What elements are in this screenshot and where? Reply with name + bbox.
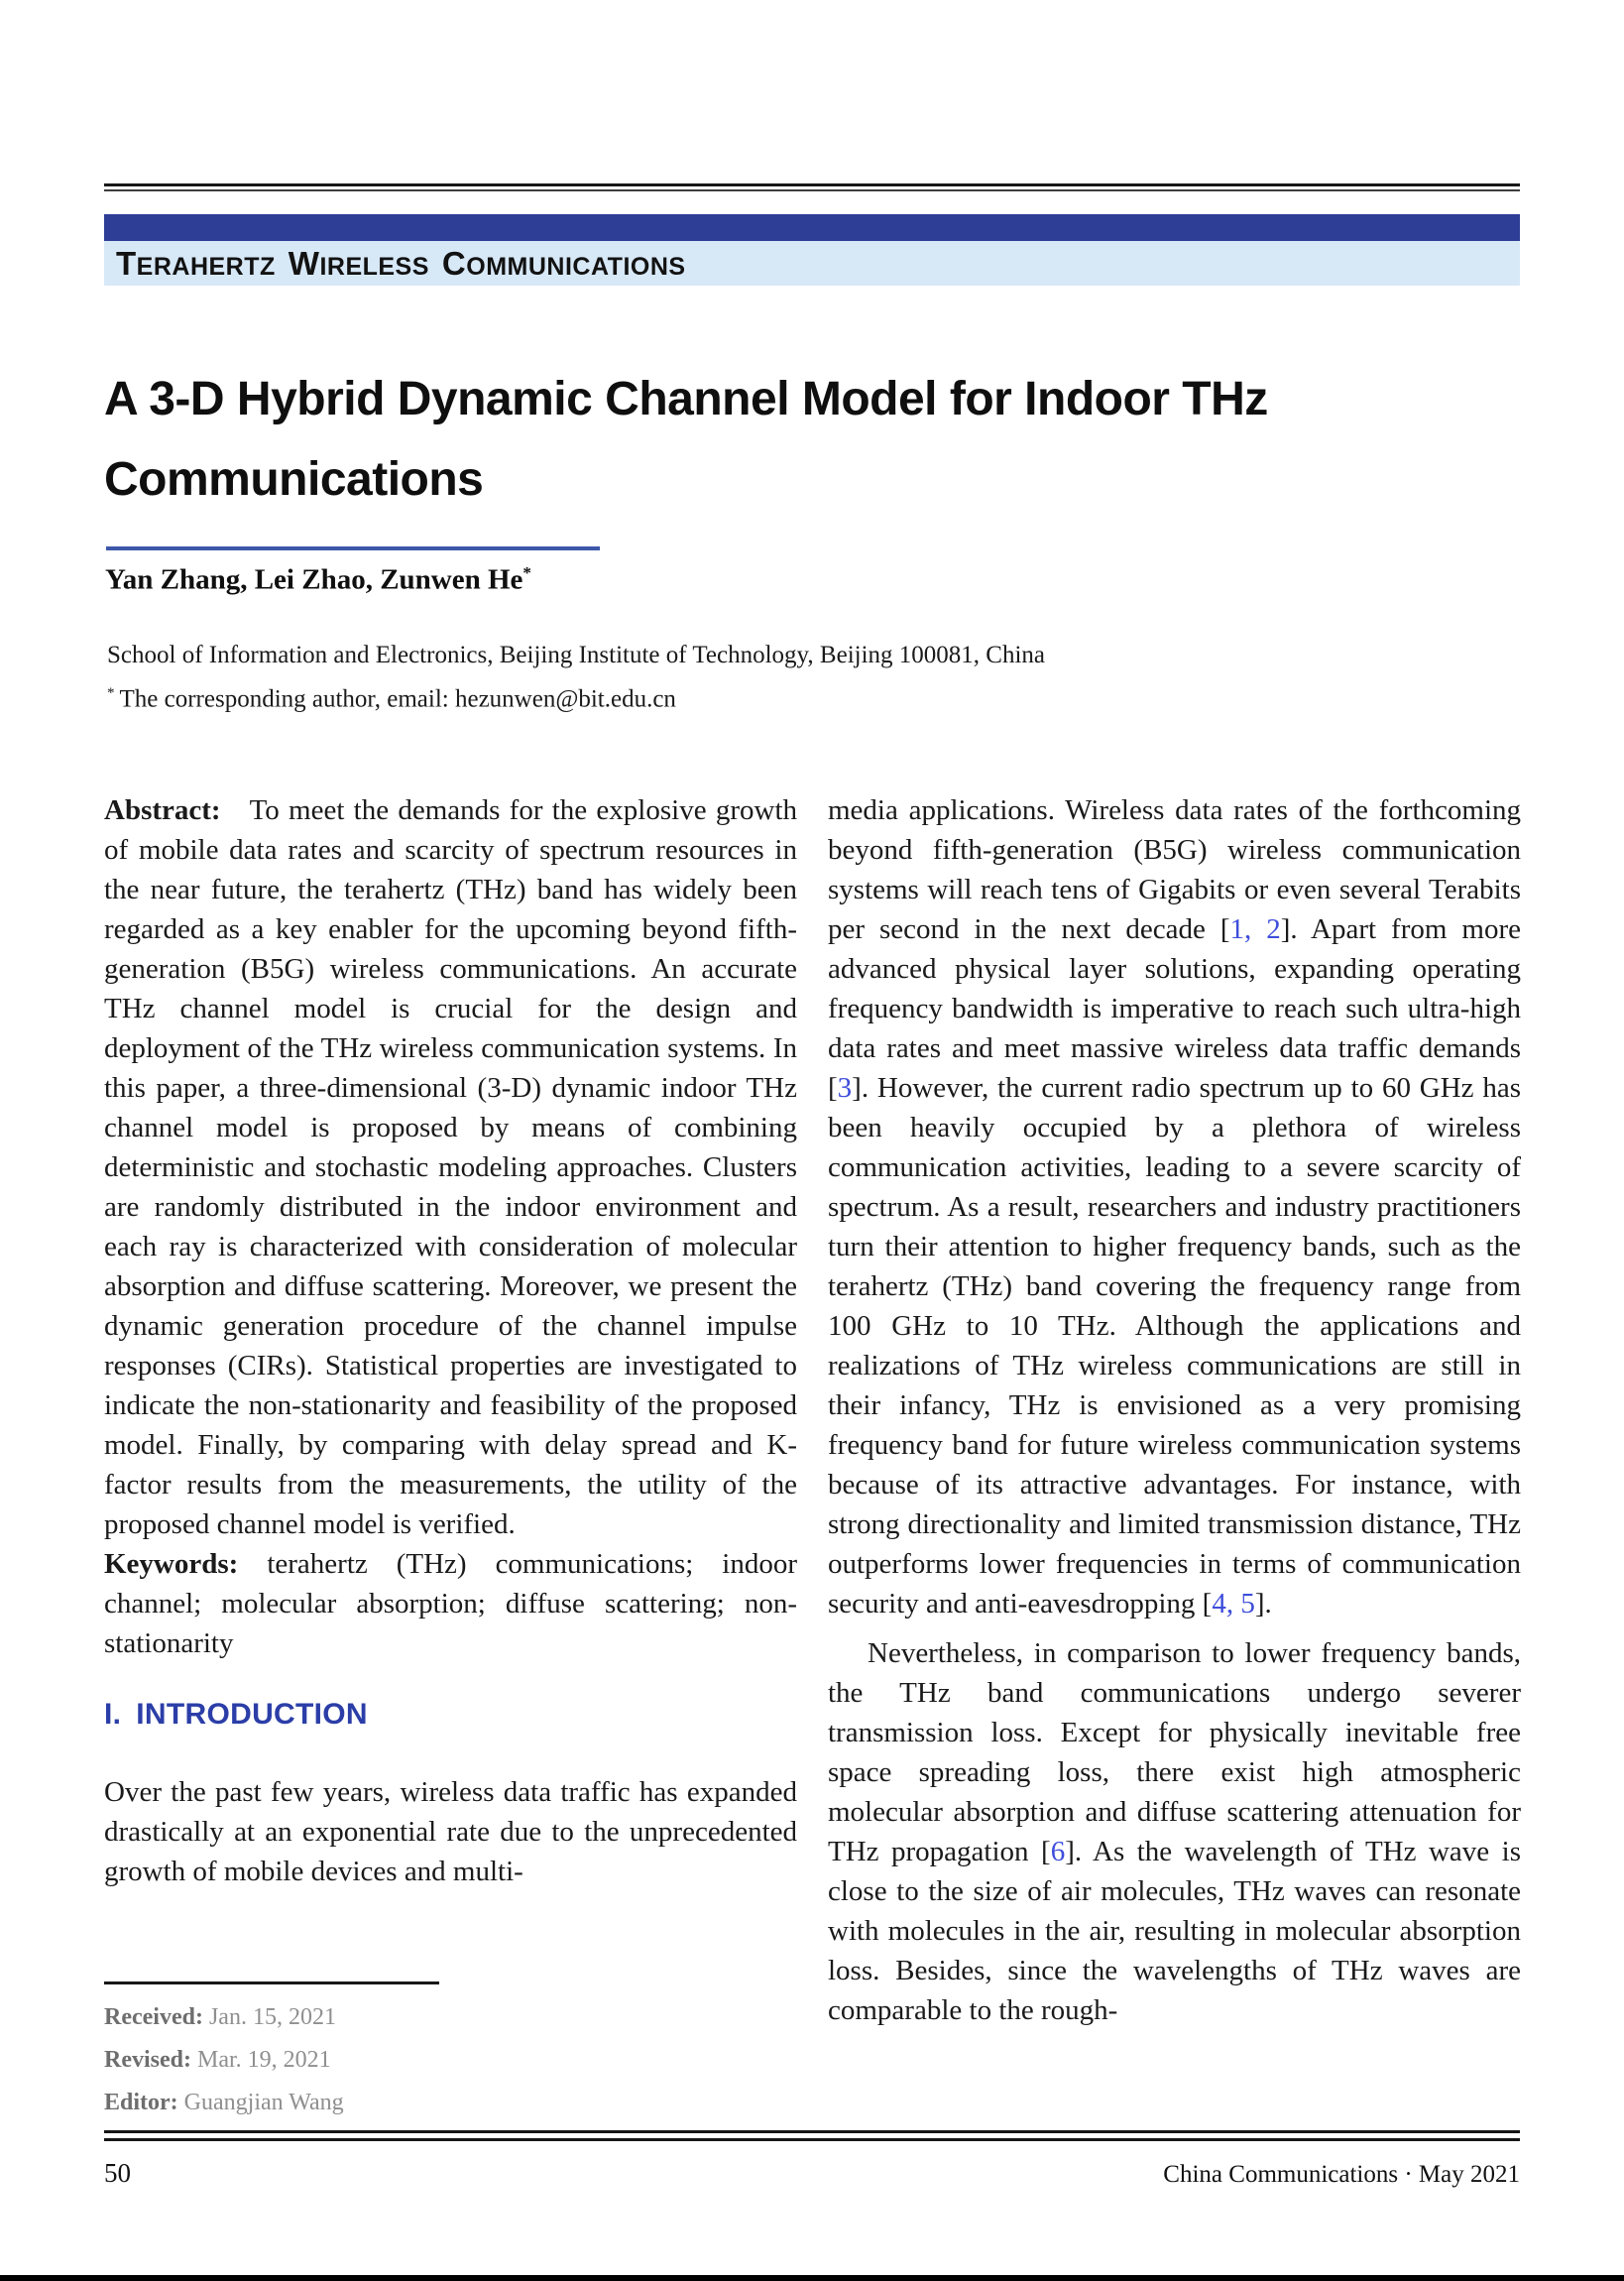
- abstract-text: To meet the demands for the explosive growth of mobile data rates and scarcity of spectrum resources in the near future, the terahertz (THz) band has widely been regarded as a key enabler for the upcoming beyond fifth-generation (B5G) wireless communications. An accurate THz channel model is crucial for the design and deployment of the THz wireless communication systems. In this paper, a three-dimensional (3-D) dynamic indoor THz channel model is proposed by means of combining deterministic and stochastic modeling approaches. Clusters are randomly distributed in the indoor environment and each ray is characterized with consideration of molecular absorption and diffuse scattering. Moreover, we present the dynamic generation procedure of the channel impulse responses (CIRs). Statistical properties are investigated to indicate the non-stationarity and feasibility of the proposed model. Finally, by comparing with delay spread and K-factor results from the measurements, the utility of the proposed channel model is verified.: [104, 794, 797, 1540]
- citation-link[interactable]: 4, 5: [1212, 1588, 1255, 1620]
- header-top-rule: [104, 183, 1520, 191]
- keywords-label: Keywords:: [104, 1548, 239, 1580]
- intro-paragraph-right-1: media applications. Wireless data rates of the forthcoming beyond fifth-generation (B5G) wireless communication systems will reach tens of Gigabits or even several Terabits per second in the next decade [1, 2]. Apart from more advanced physical layer solutions, expanding operating frequency bandwidth is imperative to reach such ultra-high data rates and meet massive wireless data traffic demands [3]. However, the current radio spectrum up to 60 GHz has been heavily occupied by a plethora of wireless communication activities, leading to a severe scarcity of spectrum. As a result, researchers and industry practitioners turn their attention to higher frequency bands, such as the terahertz (THz) band covering the frequency range from 100 GHz to 10 THz. Although the applications and realizations of THz wireless communications are still in their infancy, THz is envisioned as a very promising frequency band for future wireless communication systems because of its attractive advantages. For instance, with strong directionality and limited transmission distance, THz outperforms lower frequencies in terms of communication security and anti-eavesdropping [4, 5].: [828, 794, 1521, 1620]
- page-number: 50: [104, 2158, 131, 2188]
- intro-paragraph-left: Over the past few years, wireless data traffic has expanded drastically at an exponential rate due to the unprecedented growth of mobile devices and multi-: [104, 1776, 797, 1887]
- section-category-label: TERAHERTZ WIRELESS COMMUNICATIONS: [116, 244, 686, 282]
- keywords-text: terahertz (THz) communications; indoor channel; molecular absorption; diffuse scattering; non-stationarity: [104, 1548, 798, 1659]
- page-footer: [104, 2158, 1520, 2189]
- header-band-dark: [104, 214, 1520, 241]
- affiliation: School of Information and Electronics, Beijing Institute of Technology, Beijing 100081, China: [107, 642, 1046, 668]
- authors: [105, 563, 531, 597]
- footer-double-rule: [104, 2130, 1520, 2141]
- correspondence-mark: *: [107, 685, 115, 701]
- right-column: [828, 790, 1521, 2030]
- section-title: INTRODUCTION: [136, 1698, 368, 1731]
- correspondence-text: The corresponding author, email: hezunwen@bit.edu.cn: [119, 685, 676, 713]
- bottom-edge-line: [0, 2275, 1624, 2281]
- paper-title: [104, 359, 1512, 520]
- footnote-revised: Revised: Mar. 19, 2021: [104, 2047, 331, 2073]
- section-number: I.: [104, 1698, 122, 1731]
- author-separator-rule: [106, 546, 600, 550]
- abstract-label: Abstract:: [104, 794, 221, 826]
- paper-title-line1: A 3-D Hybrid Dynamic Channel Model for Indoor THz: [104, 373, 1268, 425]
- article-history-footnote: [104, 1981, 797, 2124]
- header-band-light: [104, 241, 1520, 286]
- correspondence-line: [107, 674, 1045, 718]
- footnote-editor: Editor: Guangjian Wang: [104, 2090, 344, 2115]
- abstract-paragraph: [104, 790, 797, 1544]
- intro-paragraph-right-2: Nevertheless, in comparison to lower frequency bands, the THz band communications undergo severer transmission loss. Except for physically inevitable free space spreading loss, there exist high atmospheric molecular absorption and diffuse scattering attenuation for THz propagation [6]. As the wavelength of THz wave is close to the size of air molecules, THz waves can resonate with molecules in the air, resulting in molecular absorption loss. Besides, since the wavelengths of THz waves are comparable to the rough-: [828, 1637, 1522, 2026]
- journal-name-and-date: China Communications · May 2021: [1163, 2161, 1520, 2188]
- author-names: Yan Zhang, Lei Zhao, Zunwen He: [105, 563, 523, 596]
- keywords-paragraph: [104, 1544, 797, 1663]
- paper-title-line2: Communications: [104, 453, 484, 506]
- left-column: [104, 790, 797, 1891]
- footnote-rule: [104, 1981, 439, 1984]
- citation-link[interactable]: 3: [837, 1072, 853, 1104]
- affiliation-block: [107, 637, 1045, 718]
- footnote-received: Received: Jan. 15, 2021: [104, 2004, 336, 2030]
- citation-link[interactable]: 6: [1050, 1836, 1066, 1867]
- corresponding-author-mark: *: [522, 563, 531, 582]
- section-heading-introduction: [104, 1695, 797, 1735]
- citation-link[interactable]: 1, 2: [1229, 913, 1281, 945]
